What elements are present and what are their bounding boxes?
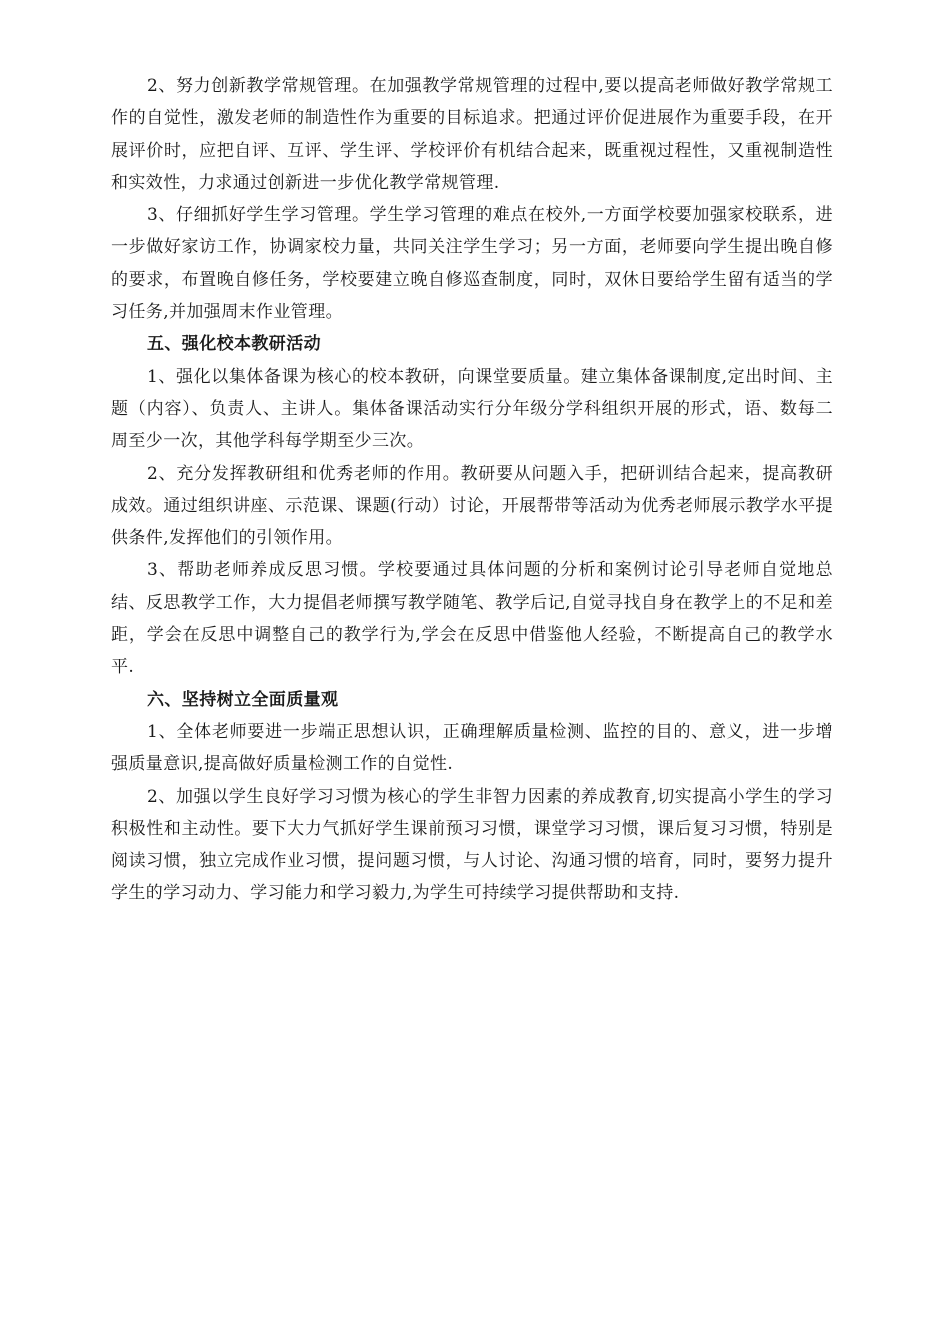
heading-section-5: 五、强化校本教研活动 (147, 334, 321, 355)
heading-section-6: 六、坚持树立全面质量观 (147, 689, 339, 710)
para-student-study-management: 3、仔细抓好学生学习管理。学生学习管理的难点在校外,一方面学校要加强家校联系，进一步做好家访工作，协调家校力量，共同关注学生学习；另一方面，老师要向学生提出晚自修的要求，布置晚自修任务，学校要建立晚自修巡查制度，同时，双休日要给学生留有适当的学习任务,并加强周末作业管理。 (111, 205, 833, 323)
document-page (111, 70, 833, 910)
para-quality-awareness: 1、全体老师要进一步端正思想认识，正确理解质量检测、监控的目的、意义，进一步增强质量意识,提高做好质量检测工作的自觉性. (111, 721, 833, 775)
para-reflection-habit: 3、帮助老师养成反思习惯。学校要通过具体问题的分析和案例讨论引导老师自觉地总结、反思教学工作，大力提倡老师撰写教学随笔、教学后记,自觉寻找自身在教学上的不足和差距，学会在反思中调整自己的教学行为,学会在反思中借鉴他人经验，不断提高自己的教学水平. (111, 560, 833, 678)
para-collective-lesson-prep: 1、强化以集体备课为核心的校本教研，向课堂要质量。建立集体备课制度,定出时间、主题（内容）、负责人、主讲人。集体备课活动实行分年级分学科组织开展的形式，语、数每二周至少一次，其他学科每学期至少三次。 (111, 366, 833, 452)
para-study-habits: 2、加强以学生良好学习习惯为核心的学生非智力因素的养成教育,切实提高小学生的学习积极性和主动性。要下大力气抓好学生课前预习习惯，课堂学习习惯，课后复习习惯，特别是阅读习惯，独立完成作业习惯，提问题习惯，与人讨论、沟通习惯的培育，同时，要努力提升学生的学习动力、学习能力和学习毅力,为学生可持续学习提供帮助和支持. (111, 786, 833, 904)
para-research-group-role: 2、充分发挥教研组和优秀老师的作用。教研要从问题入手，把研训结合起来，提高教研成效。通过组织讲座、示范课、课题(行动）讨论，开展帮带等活动为优秀老师展示教学水平提供条件,发挥他们的引领作用。 (111, 463, 833, 549)
para-innovate-routine-management: 2、努力创新教学常规管理。在加强教学常规管理的过程中,要以提高老师做好教学常规工作的自觉性，激发老师的制造性作为重要的目标追求。把通过评价促进展作为重要手段，在开展评价时，应把自评、互评、学生评、学校评价有机结合起来，既重视过程性，又重视制造性和实效性，力求通过创新进一步优化教学常规管理. (111, 76, 833, 193)
